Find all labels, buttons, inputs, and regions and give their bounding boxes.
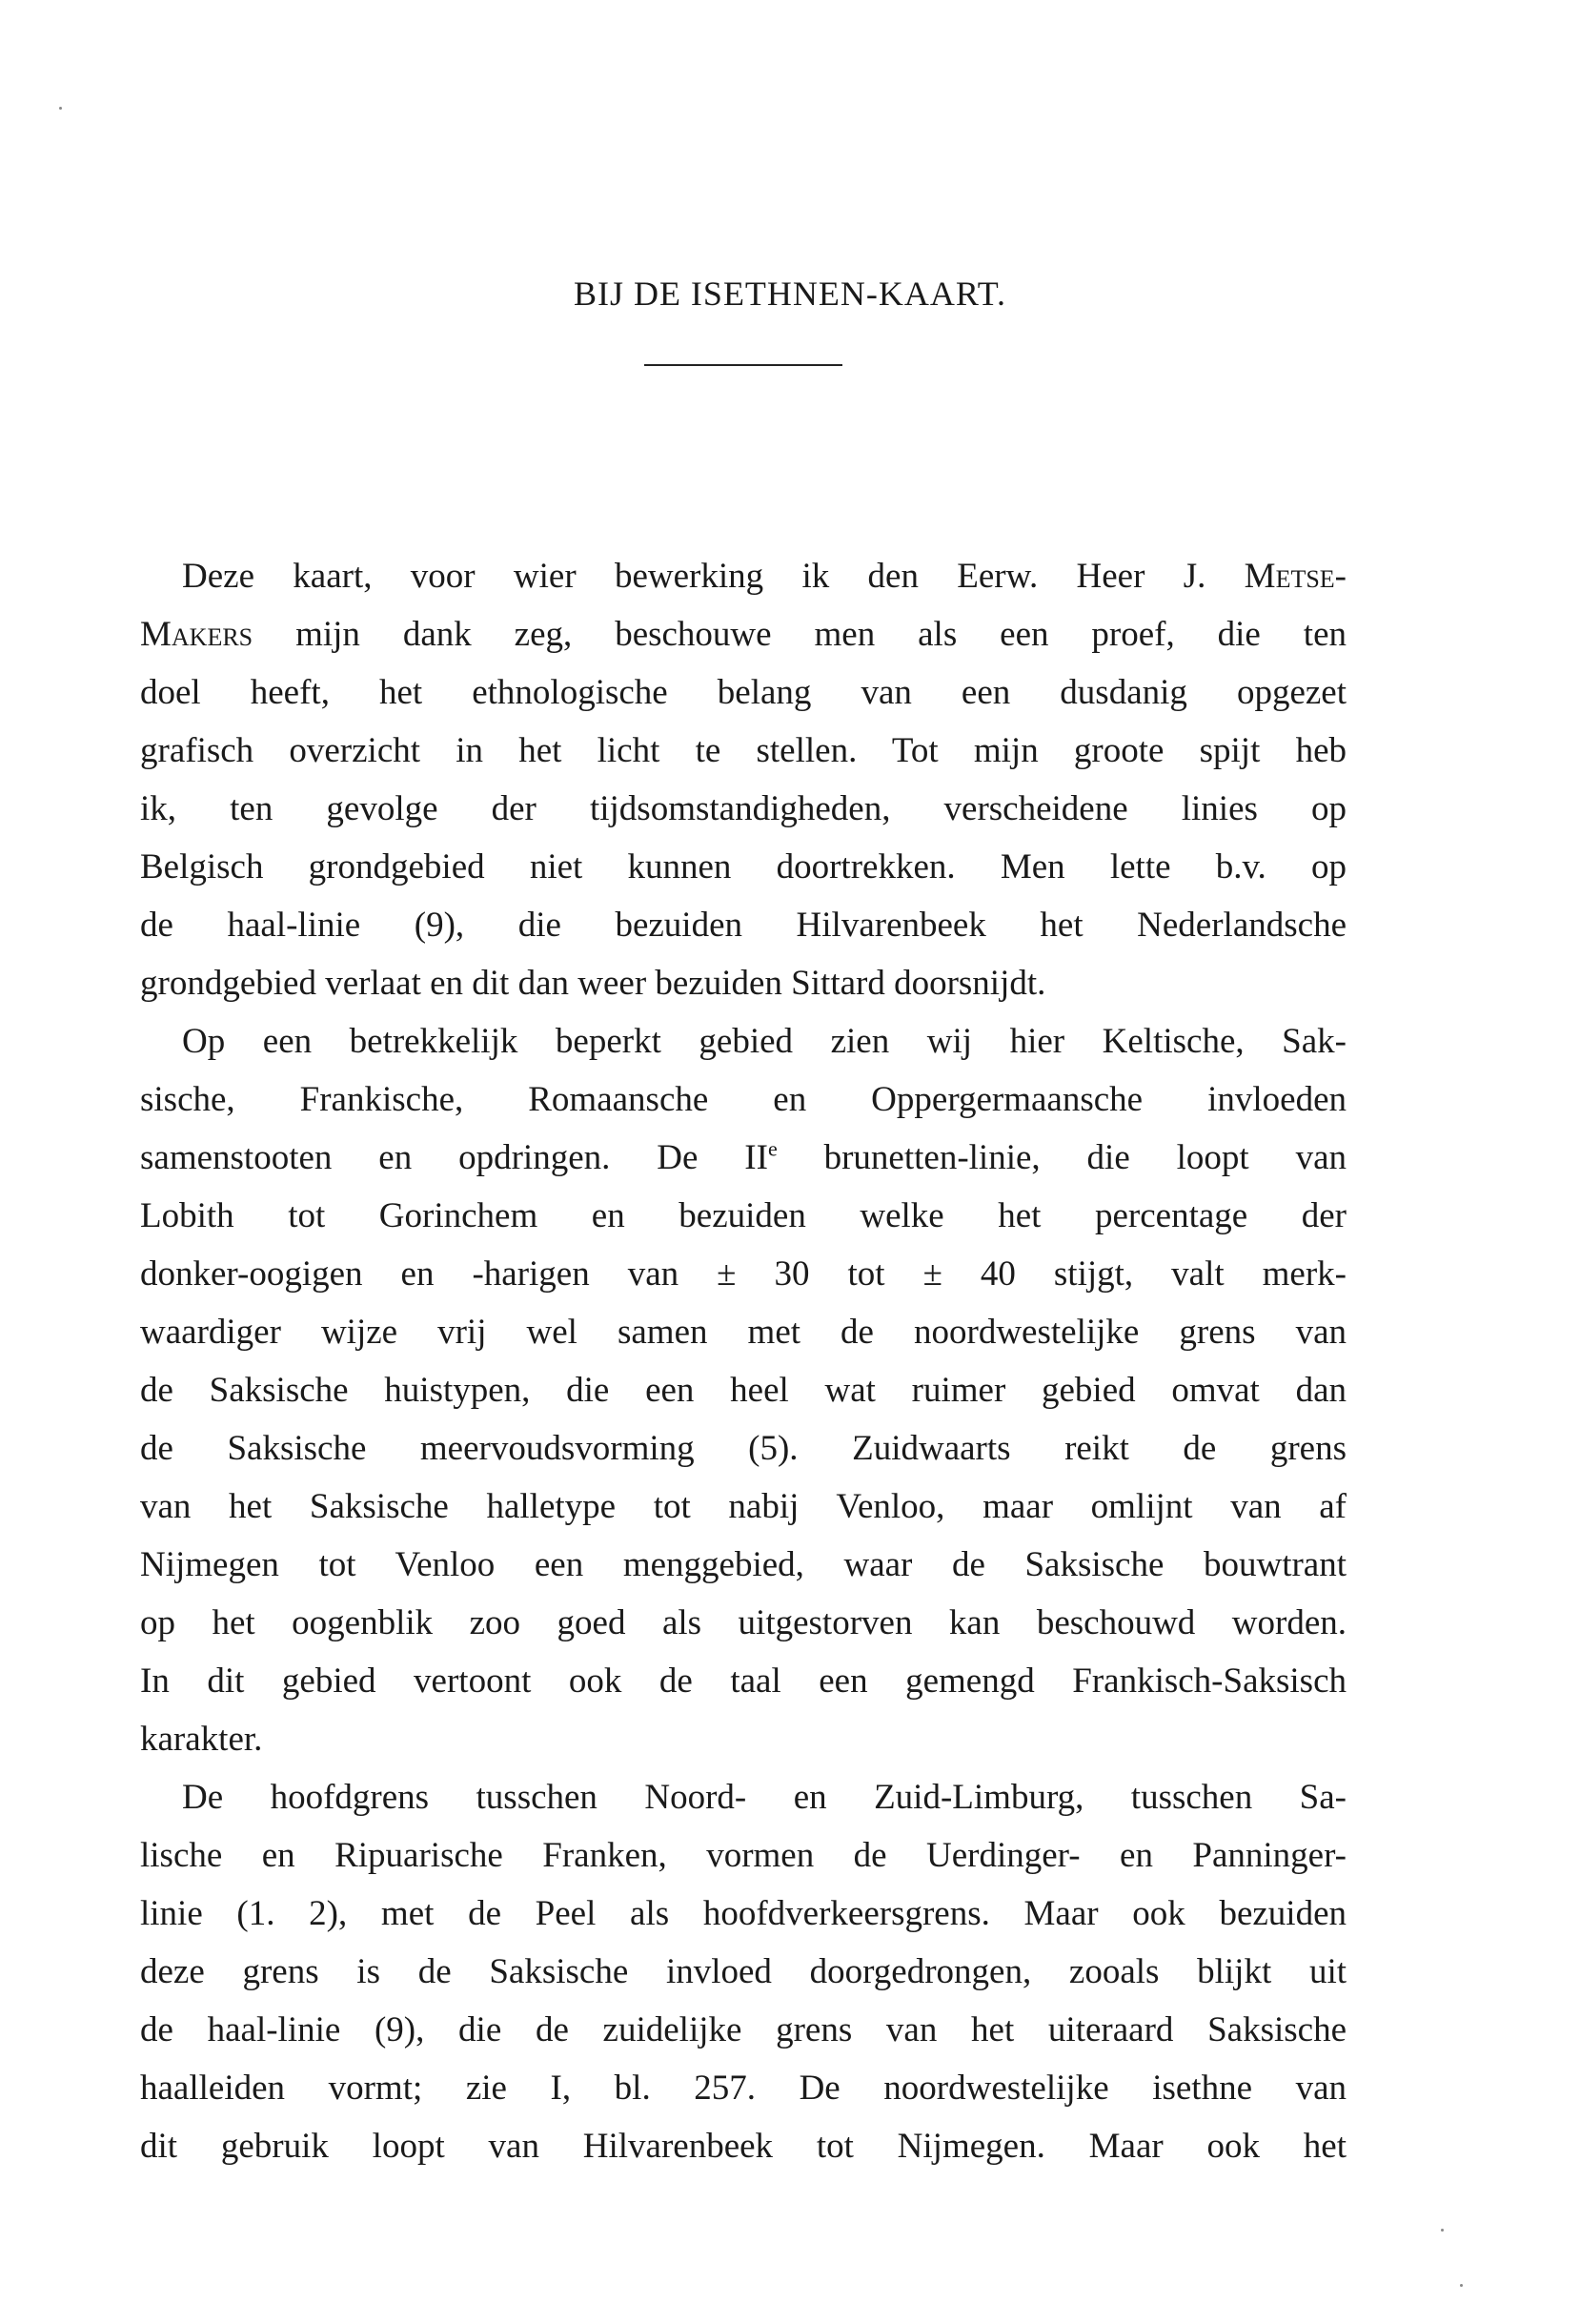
text-line bbox=[140, 613, 1347, 657]
scan-speck bbox=[1441, 2229, 1444, 2232]
text-line: grafisch overzicht in het licht te stellen. Tot mijn groote spijt heb bbox=[140, 731, 1347, 770]
text-segment: brunetten-linie, die loopt van bbox=[777, 1138, 1347, 1177]
scan-speck bbox=[59, 107, 62, 110]
text-line bbox=[140, 1136, 1347, 1180]
text-line: van het Saksische halletype tot nabij Venloo, maar omlijnt van af bbox=[140, 1487, 1347, 1526]
text-line: waardiger wijze vrij wel samen met de noordwestelijke grens van bbox=[140, 1313, 1347, 1352]
title-rule bbox=[644, 364, 842, 366]
text-line: ik, ten gevolge der tijdsomstandigheden, verscheidene linies op bbox=[140, 789, 1347, 828]
text-segment: samenstooten en opdringen. De II bbox=[140, 1138, 768, 1177]
text-line: op het oogenblik zoo goed als uitgestorven kan beschouwd worden. bbox=[140, 1603, 1347, 1642]
text-line: sische, Frankische, Romaansche en Oppergermaansche invloeden bbox=[140, 1080, 1347, 1119]
text-line bbox=[182, 555, 1347, 599]
text-line: donker-oogigen en -harigen van ± 30 tot ± 40 stijgt, valt merk- bbox=[140, 1254, 1347, 1294]
scan-speck bbox=[1460, 2284, 1463, 2287]
text-line: doel heeft, het ethnologische belang van een dusdanig opgezet bbox=[140, 673, 1347, 712]
page-title: BIJ DE ISETHNEN-KAART. bbox=[573, 275, 1007, 313]
text-line: lische en Ripuarische Franken, vormen de Uerdinger- en Panninger- bbox=[140, 1836, 1347, 1875]
author-name-smallcaps: Makers bbox=[140, 615, 253, 654]
text-line: de Saksische meervoudsvorming (5). Zuidwaarts reikt de grens bbox=[140, 1429, 1347, 1468]
text-line: de haal-linie (9), die de zuidelijke grens van het uiteraard Saksische bbox=[140, 2010, 1347, 2049]
author-name-smallcaps: Metse- bbox=[1244, 557, 1347, 596]
text-segment: Deze kaart, voor wier bewerking ik den Eerw. Heer J. bbox=[182, 557, 1245, 596]
text-line: Belgisch grondgebied niet kunnen doortrekken. Men lette b.v. op bbox=[140, 847, 1347, 887]
text-line: grondgebied verlaat en dit dan weer bezuiden Sittard doorsnijdt. bbox=[140, 964, 1046, 1003]
text-line: haalleiden vormt; zie I, bl. 257. De noordwestelijke isethne van bbox=[140, 2069, 1347, 2108]
superscript: e bbox=[767, 1136, 778, 1161]
text-line: In dit gebied vertoont ook de taal een gemengd Frankisch-Saksisch bbox=[140, 1661, 1347, 1701]
text-line: de Saksische huistypen, die een heel wat ruimer gebied omvat dan bbox=[140, 1371, 1347, 1410]
text-line: karakter. bbox=[140, 1720, 263, 1759]
text-line: deze grens is de Saksische invloed doorgedrongen, zooals blijkt uit bbox=[140, 1952, 1347, 1991]
text-line: linie (1. 2), met de Peel als hoofdverkeersgrens. Maar ook bezuiden bbox=[140, 1894, 1347, 1933]
text-line: de haal-linie (9), die bezuiden Hilvarenbeek het Nederlandsche bbox=[140, 906, 1347, 945]
text-line: dit gebruik loopt van Hilvarenbeek tot Nijmegen. Maar ook het bbox=[140, 2127, 1347, 2166]
text-segment: mijn dank zeg, beschouwe men als een proef, die ten bbox=[253, 615, 1347, 654]
text-line: Op een betrekkelijk beperkt gebied zien wij hier Keltische, Sak- bbox=[182, 1022, 1347, 1061]
text-line: Nijmegen tot Venloo een menggebied, waar de Saksische bouwtrant bbox=[140, 1545, 1347, 1584]
text-line: De hoofdgrens tusschen Noord- en Zuid-Limburg, tusschen Sa- bbox=[182, 1778, 1347, 1817]
text-line: Lobith tot Gorinchem en bezuiden welke het percentage der bbox=[140, 1196, 1347, 1235]
